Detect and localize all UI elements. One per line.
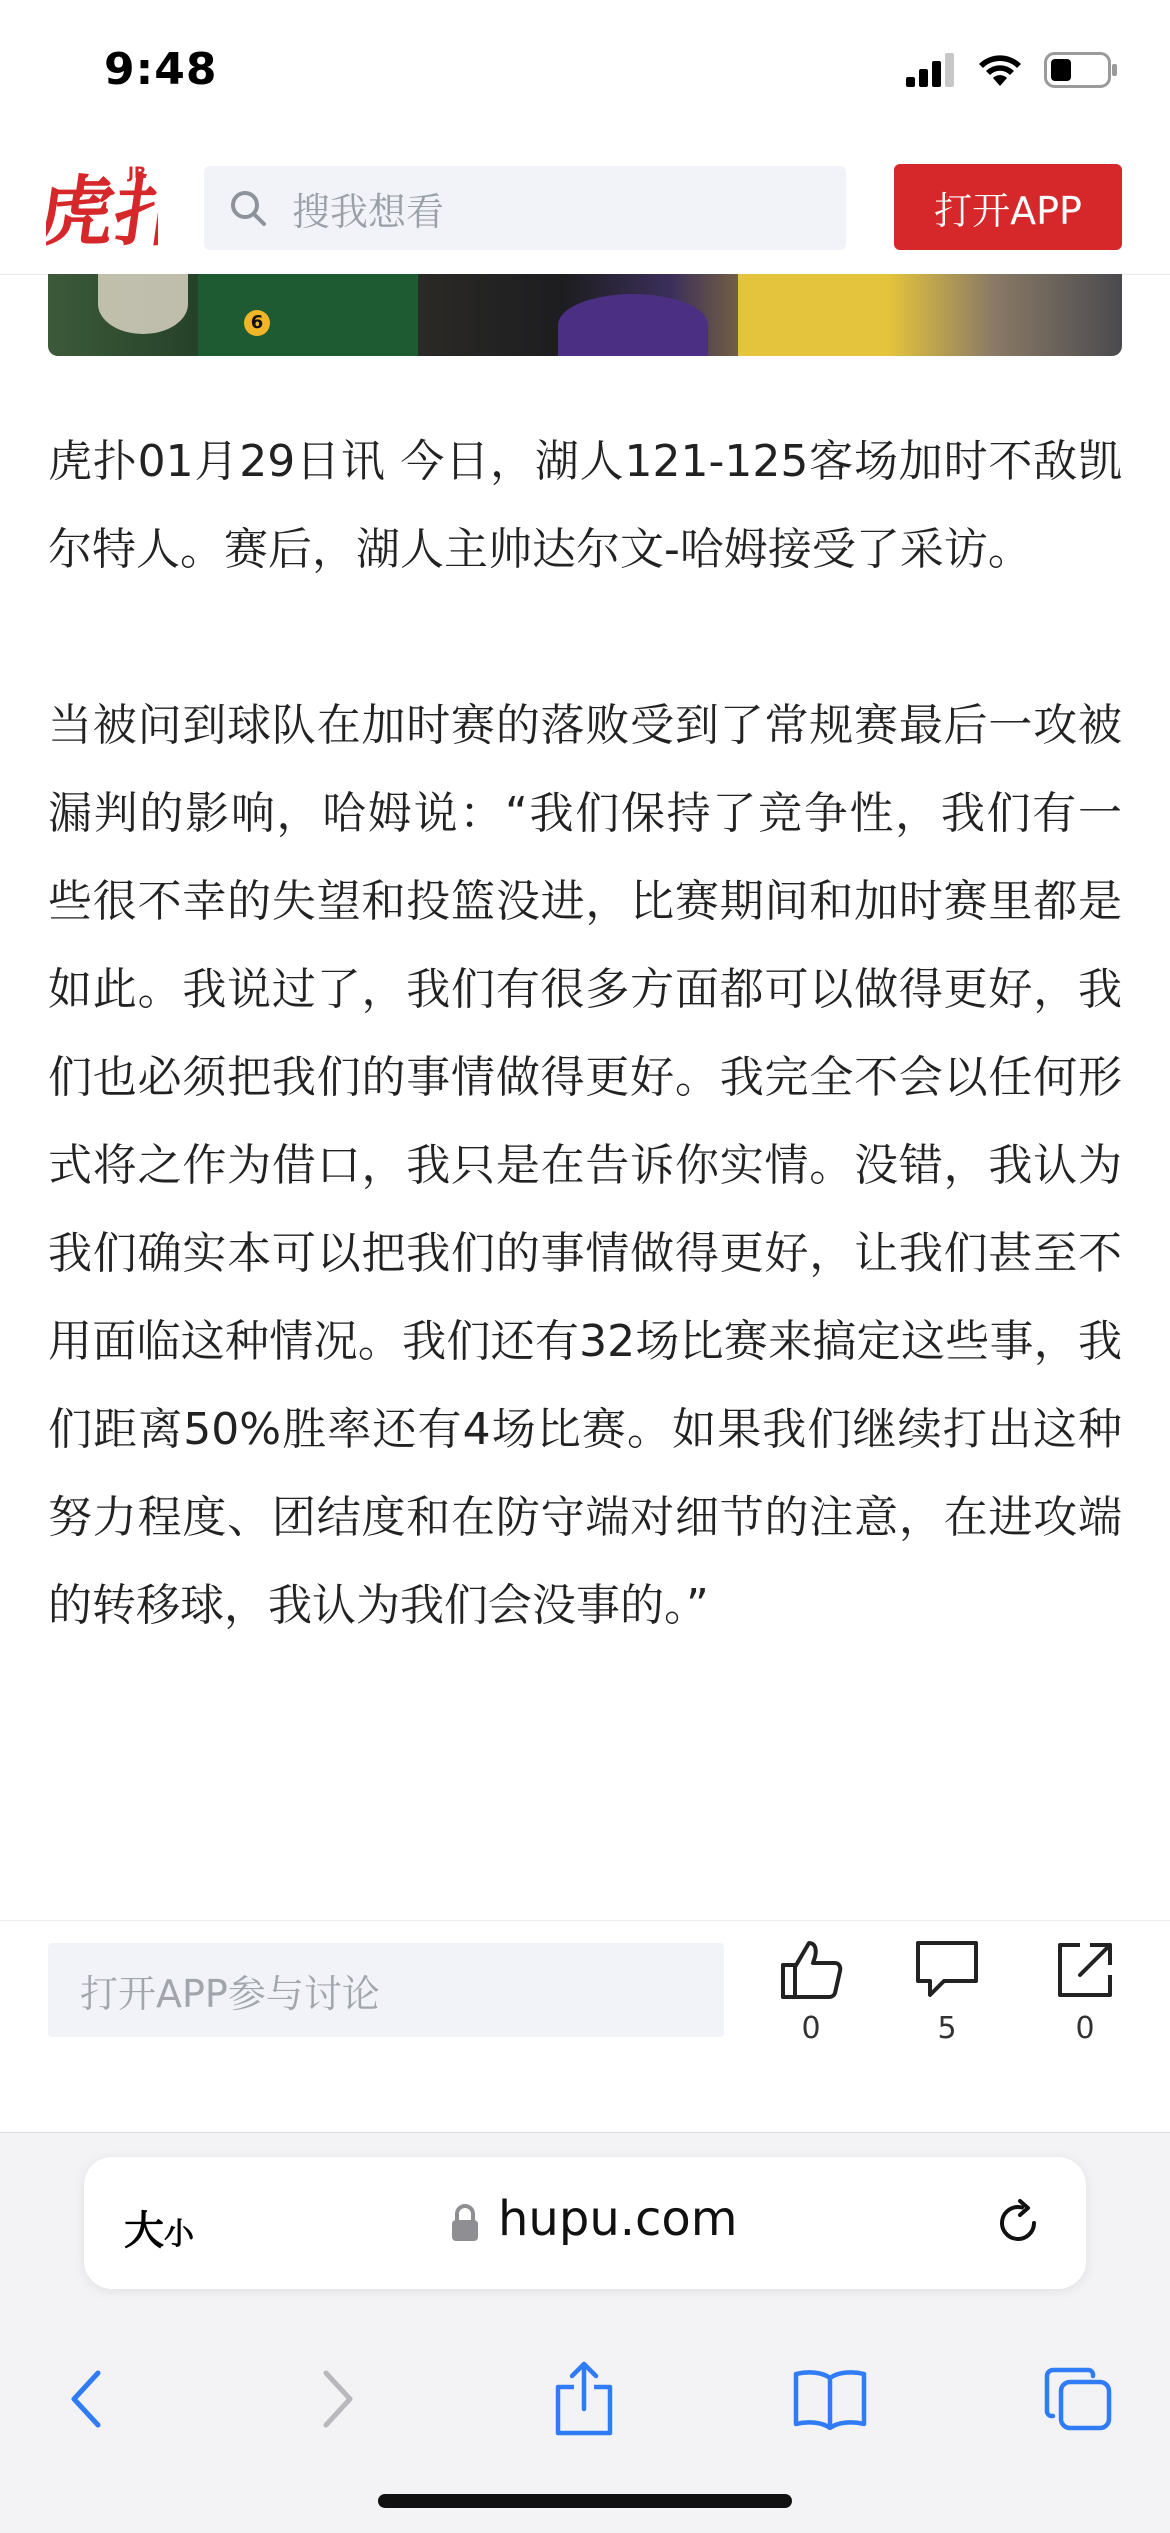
comment-bar: [0, 1920, 1170, 2131]
forward-button[interactable]: [298, 2359, 378, 2439]
chevron-left-icon: [66, 2367, 106, 2431]
site-header: [0, 140, 1170, 275]
back-button[interactable]: [46, 2359, 126, 2439]
url-text: hupu.com: [498, 2191, 738, 2247]
open-app-button[interactable]: 打开APP: [894, 164, 1122, 250]
like-count: 0: [801, 2011, 821, 2046]
thumbs-up-icon: [779, 1939, 843, 2001]
svg-text:虎扑: 虎扑: [46, 168, 158, 250]
status-icons: [906, 52, 1118, 88]
text-size-small-label: 小: [164, 2217, 194, 2252]
wifi-icon: [976, 52, 1024, 88]
share-button[interactable]: [1040, 1939, 1130, 2046]
status-bar: [0, 0, 1170, 140]
svg-text:JR: JR: [128, 163, 147, 182]
open-book-icon: [792, 2368, 868, 2430]
text-size-button[interactable]: [124, 2199, 194, 2256]
status-time: 9:48: [104, 44, 218, 95]
browser-nav-row: [0, 2329, 1170, 2459]
article-paragraph: 当被问到球队在加时赛的落败受到了常规赛最后一攻被漏判的影响，哈姆说：“我们保持了竞争性，我们有一些很不幸的失望和投篮没进，比赛期间和加时赛里都是如此。我说过了，我们有很多方面都可以做得更好，我们也必须把我们的事情做得更好。我完全不会以任何形式将之作为借口，我只是在告诉你实情。没错，我认为我们确实本可以把我们的事情做得更好，让我们甚至不用面临这种情况。我们还有32场比赛来搞定这些事，我们距离50%胜率还有4场比赛。如果我们继续打出这种努力程度、团结度和在防守端对细节的注意，在进攻端的转移球，我认为我们会没事的。”: [48, 700, 1122, 1631]
comments-button[interactable]: [902, 1939, 992, 2046]
browser-toolbar: [0, 2132, 1170, 2533]
comment-input[interactable]: [48, 1943, 724, 2037]
chevron-right-icon: [318, 2367, 358, 2431]
tabs-button[interactable]: [1038, 2359, 1118, 2439]
reload-icon[interactable]: [992, 2197, 1044, 2249]
like-button[interactable]: [766, 1939, 856, 2046]
home-indicator[interactable]: [378, 2494, 792, 2508]
search-placeholder: 搜我想看: [292, 189, 445, 234]
search-box[interactable]: [204, 166, 846, 250]
comment-count: 5: [937, 2011, 957, 2046]
lock-icon: [450, 2203, 480, 2243]
battery-icon: [1044, 52, 1118, 88]
share-upload-icon: [554, 2361, 614, 2437]
bookmarks-button[interactable]: [790, 2359, 870, 2439]
text-size-big-label: 大: [124, 2208, 164, 2254]
cellular-signal-icon: [906, 53, 956, 87]
tabs-icon: [1043, 2366, 1113, 2432]
hupu-logo[interactable]: [46, 158, 158, 250]
share-icon: [1054, 1939, 1116, 2001]
search-icon: [228, 188, 268, 228]
article-paragraph: 虎扑01月29日讯 今日，湖人121-125客场加时不敌凯尔特人。赛后，湖人主帅达尔文-哈姆接受了采访。: [48, 436, 1122, 575]
share-page-button[interactable]: [544, 2359, 624, 2439]
article-image: 6: [48, 274, 1122, 356]
share-count: 0: [1075, 2011, 1095, 2046]
address-bar[interactable]: [84, 2157, 1086, 2289]
comment-placeholder: 打开APP参与讨论: [80, 1971, 380, 2016]
article-body: [48, 418, 1122, 1650]
comment-bubble-icon: [914, 1939, 980, 2001]
